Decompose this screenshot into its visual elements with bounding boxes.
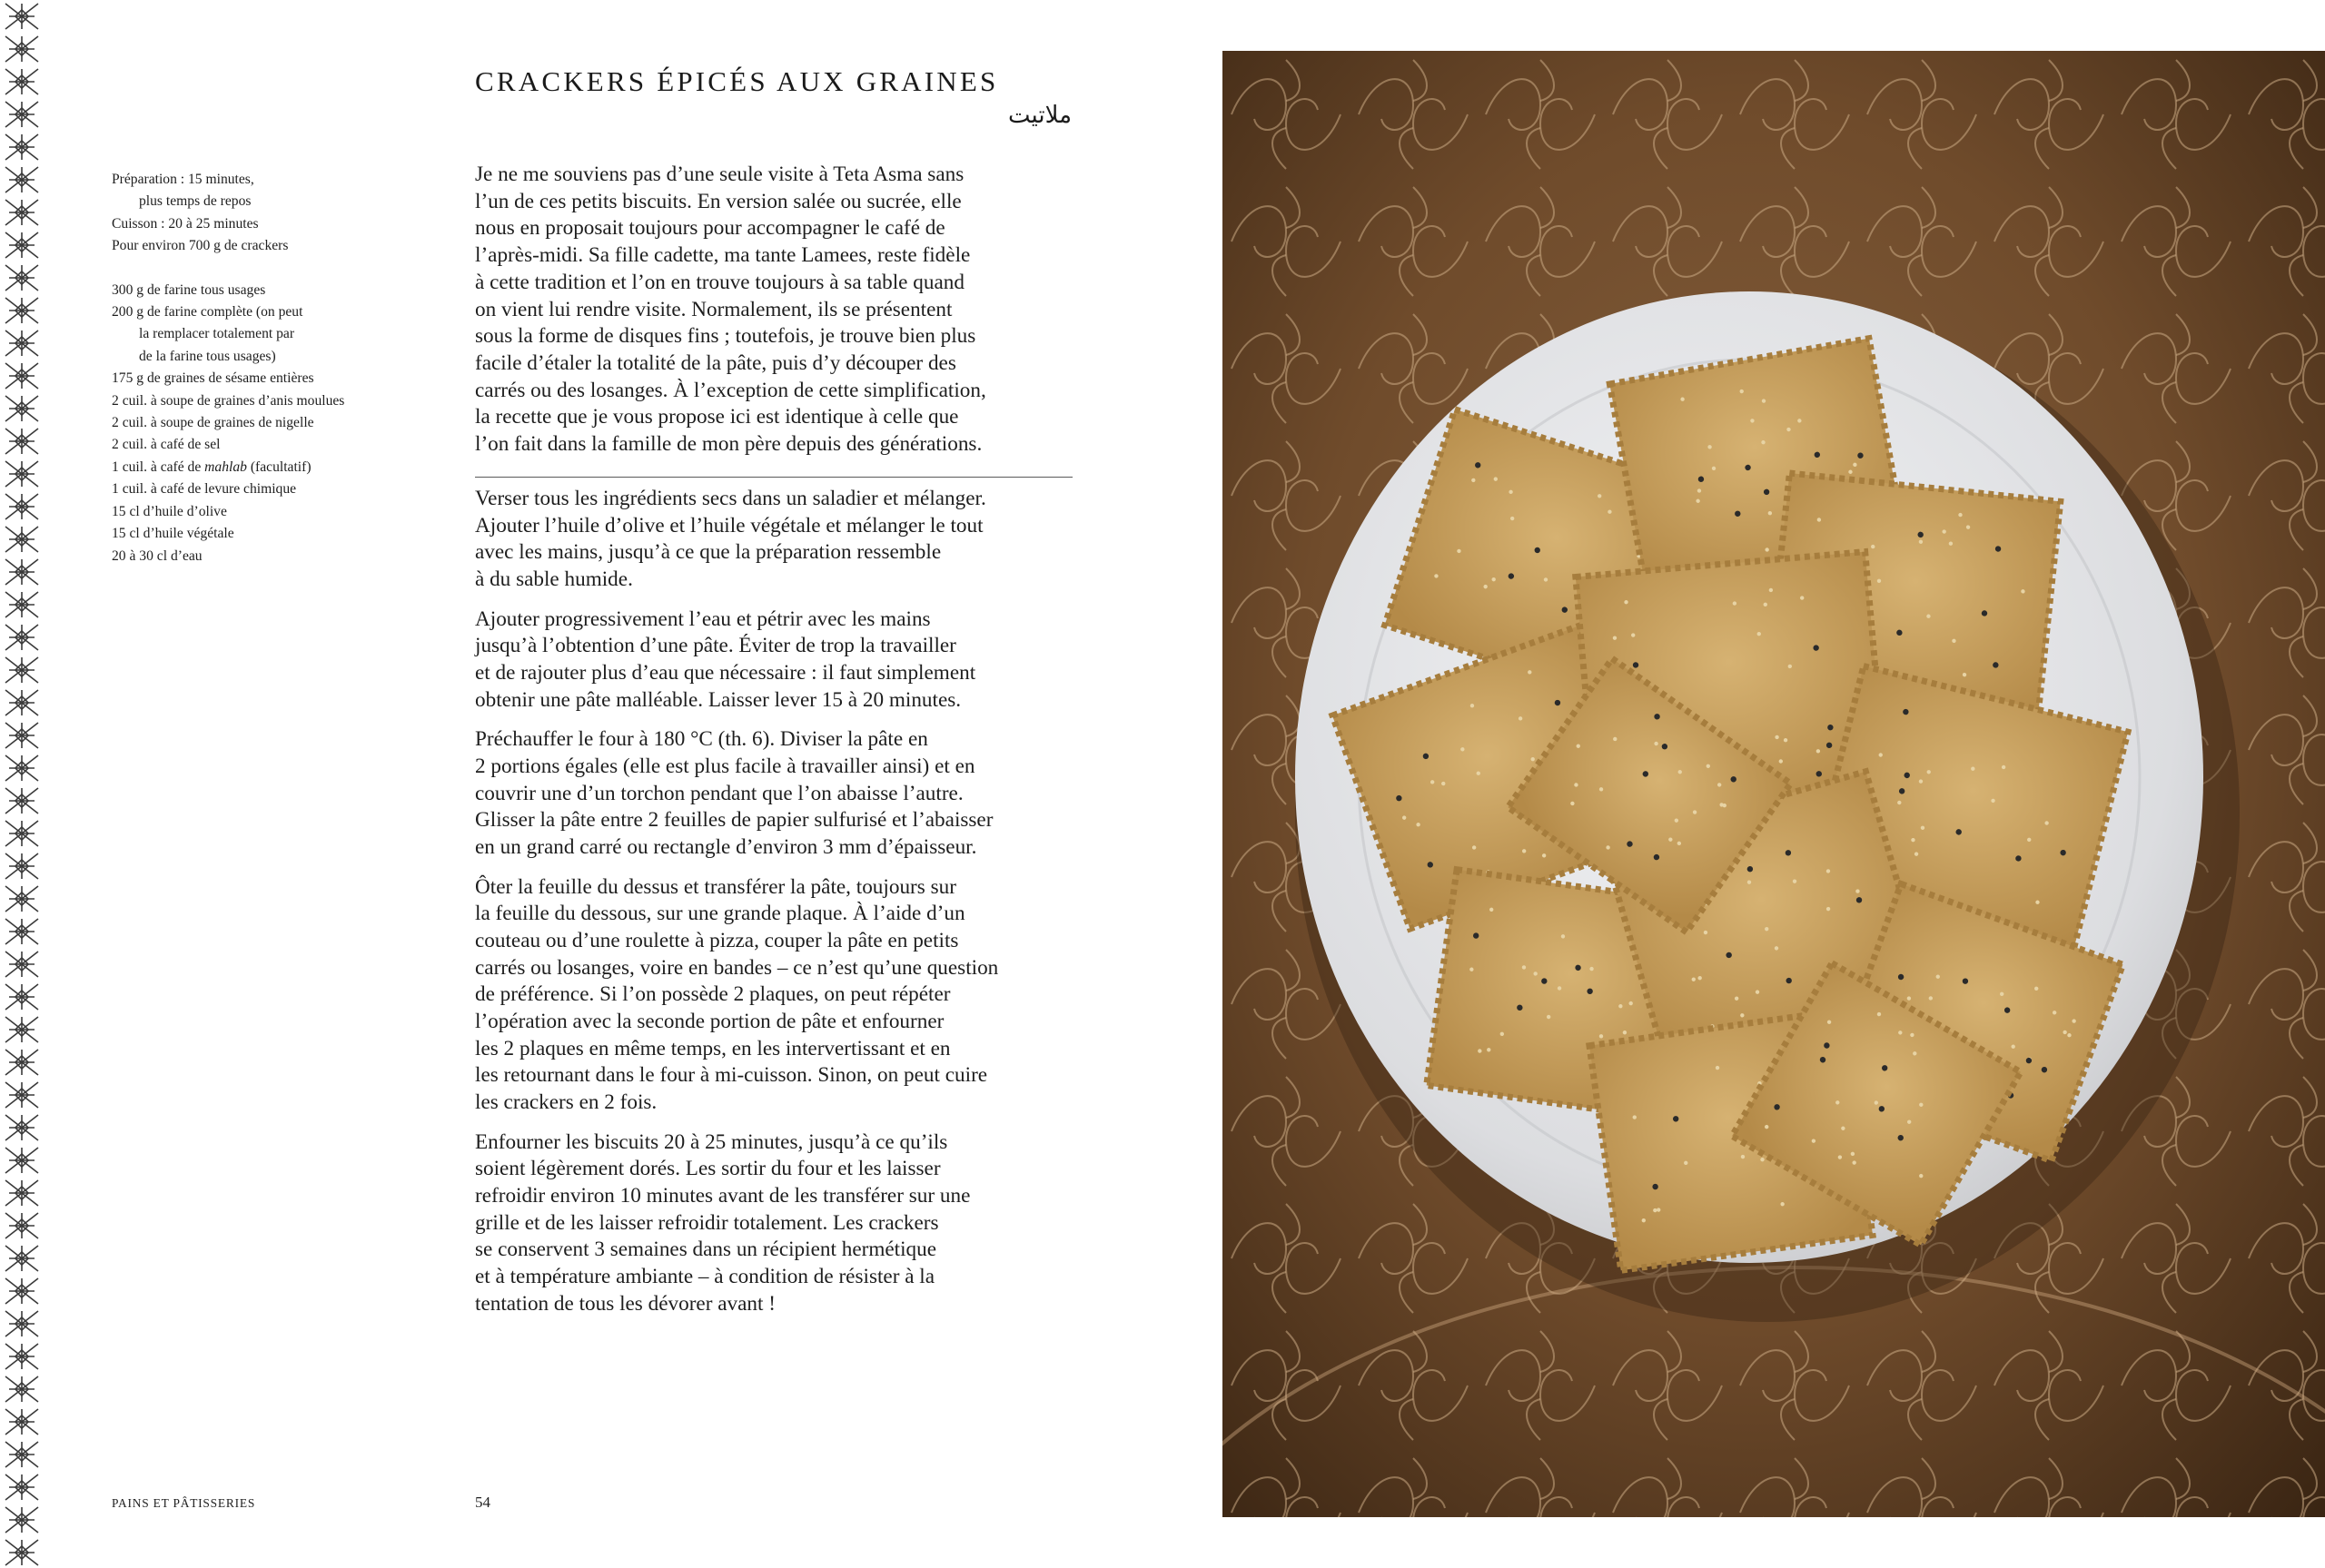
- text-line: l’on fait dans la famille de mon père depuis des générations.: [475, 432, 983, 457]
- text-line: couteau ou d’une roulette à pizza, couper la pâte en petits: [475, 928, 959, 952]
- ingredient-italic: mahlab: [204, 459, 247, 475]
- recipe-title-arabic: ملاتيت: [1008, 102, 1073, 129]
- text-line: se conservent 3 semaines dans un récipient hermétique: [475, 1238, 937, 1262]
- text-line: et de rajouter plus d’eau que nécessaire : il faut simplement: [475, 661, 976, 685]
- text-line: couvrir une d’un torchon pendant que l’on abaisse l’autre.: [475, 781, 964, 805]
- ingredient: 200 g de farine complète (on peut: [112, 304, 303, 321]
- yield: Pour environ 700 g de crackers: [112, 238, 289, 254]
- crackers-photo: [1222, 51, 2325, 1517]
- text-line: facile d’étaler la totalité de la pâte, puis d’y découper des: [475, 350, 956, 375]
- text-line: les 2 plaques en même temps, en les intervertissant et en: [475, 1036, 951, 1060]
- intro-paragraph: [475, 162, 1082, 459]
- step-paragraph: [475, 874, 1082, 1117]
- step-paragraph: [475, 606, 1082, 715]
- text-line: avec les mains, jusqu’à ce que la préparation ressemble: [475, 540, 942, 565]
- text-line: Ajouter progressivement l’eau et pétrir avec les mains: [475, 606, 931, 631]
- section-name: PAINS ET PÂTISSERIES: [112, 1496, 256, 1510]
- text-line: Enfourner les biscuits 20 à 25 minutes, jusqu’à ce qu’ils: [475, 1129, 948, 1154]
- method-steps: [475, 486, 1082, 1330]
- ingredient: 15 cl d’huile végétale: [112, 526, 234, 542]
- ingredient-text: (facultatif): [246, 459, 312, 475]
- ingredient-note: de la farine tous usages): [139, 348, 276, 364]
- text-line: Ajouter l’huile d’olive et l’huile végétale et mélanger le tout: [475, 513, 984, 537]
- text-line: jusqu’à l’obtention d’une pâte. Éviter de trop la travailler: [475, 634, 956, 658]
- text-line: l’après-midi. Sa fille cadette, ma tante Lamees, reste fidèle: [475, 243, 971, 268]
- text-line: la recette que je vous propose ici est identique à celle que: [475, 405, 959, 429]
- text-line: nous en proposait toujours pour accompagner le café de: [475, 216, 945, 241]
- text-line: l’opération avec la seconde portion de pâte et enfourner: [475, 1010, 945, 1034]
- ingredient-text: 1 cuil. à café de: [112, 459, 205, 475]
- text-line: Préchauffer le four à 180 °C (th. 6). Diviser la pâte en: [475, 727, 928, 752]
- text-line: 2 portions égales (elle est plus facile à travailler ainsi) et en: [475, 754, 975, 778]
- step-paragraph: [475, 726, 1082, 862]
- ingredient: 300 g de farine tous usages: [112, 281, 266, 298]
- recipe-title: CRACKERS ÉPICÉS AUX GRAINES: [475, 65, 999, 97]
- text-line: en un grand carré ou rectangle d’environ 3 mm d’épaisseur.: [475, 835, 977, 860]
- step-paragraph: [475, 1129, 1082, 1318]
- ingredient: 175 g de graines de sésame entières: [112, 370, 314, 387]
- text-line: les retournant dans le four à mi-cuisson. Sinon, on peut cuire: [475, 1063, 988, 1088]
- recipe-photo: [1222, 51, 2325, 1517]
- text-line: Verser tous les ingrédients secs dans un saladier et mélanger.: [475, 487, 986, 510]
- ingredient: 2 cuil. à café de sel: [112, 437, 221, 453]
- ingredient: 15 cl d’huile d’olive: [112, 503, 227, 519]
- text-line: tentation de tous les dévorer avant !: [475, 1291, 776, 1316]
- text-line: l’un de ces petits biscuits. En version salée ou sucrée, elle: [475, 189, 962, 213]
- ingredient: 2 cuil. à soupe de graines d’anis moulues: [112, 392, 345, 409]
- text-line: grille et de les laisser refroidir totalement. Les crackers: [475, 1210, 939, 1235]
- text-line: à du sable humide.: [475, 567, 633, 592]
- ingredient-note: la remplacer totalement par: [139, 326, 295, 342]
- section-divider: [475, 477, 1073, 478]
- text-line: carrés ou losanges, voire en bandes – ce n’est qu’une question: [475, 955, 999, 980]
- text-line: Je ne me souviens pas d’une seule visite à Teta Asma sans: [475, 163, 965, 186]
- ingredient: 1 cuil. à café de levure chimique: [112, 481, 297, 498]
- text-line: soient légèrement dorés. Les sortir du four et les laisser: [475, 1157, 941, 1181]
- step-paragraph: [475, 486, 1082, 594]
- text-line: les crackers en 2 fois.: [475, 1090, 658, 1115]
- text-line: carrés ou des losanges. À l’exception de cette simplification,: [475, 378, 986, 402]
- ingredient: 20 à 30 cl d’eau: [112, 547, 203, 564]
- ingredient: 2 cuil. à soupe de graines de nigelle: [112, 415, 314, 431]
- recipe-meta: [112, 169, 420, 567]
- text-line: Glisser la pâte entre 2 feuilles de papier sulfurisé et l’abaisser: [475, 808, 994, 833]
- ingredient: [112, 457, 420, 478]
- text-line: obtenir une pâte malléable. Laisser lever 15 à 20 minutes.: [475, 687, 962, 712]
- text-line: refroidir environ 10 minutes avant de les transférer sur une: [475, 1184, 971, 1208]
- decorative-border-pattern: [0, 0, 44, 1568]
- text-line: la feuille du dessous, sur une grande plaque. À l’aide d’un: [475, 902, 965, 926]
- text-line: de préférence. Si l’on possède 2 plaques, on peut répéter: [475, 982, 951, 1007]
- text-line: on vient lui rendre visite. Normalement, ils se présentent: [475, 297, 953, 321]
- cook-time: Cuisson : 20 à 25 minutes: [112, 215, 259, 232]
- decorative-border: [0, 0, 44, 1568]
- prep-time: Préparation : 15 minutes,: [112, 172, 254, 187]
- prep-time-note: plus temps de repos: [139, 193, 252, 210]
- page-number: 54: [475, 1494, 490, 1511]
- text-line: à cette tradition et l’on en trouve toujours à sa table quand: [475, 270, 965, 294]
- text-line: Ôter la feuille du dessus et transférer la pâte, toujours sur: [475, 874, 956, 899]
- text-line: sous la forme de disques fins ; toutefois, je trouve bien plus: [475, 324, 976, 349]
- text-line: et à température ambiante – à condition de résister à la: [475, 1265, 935, 1289]
